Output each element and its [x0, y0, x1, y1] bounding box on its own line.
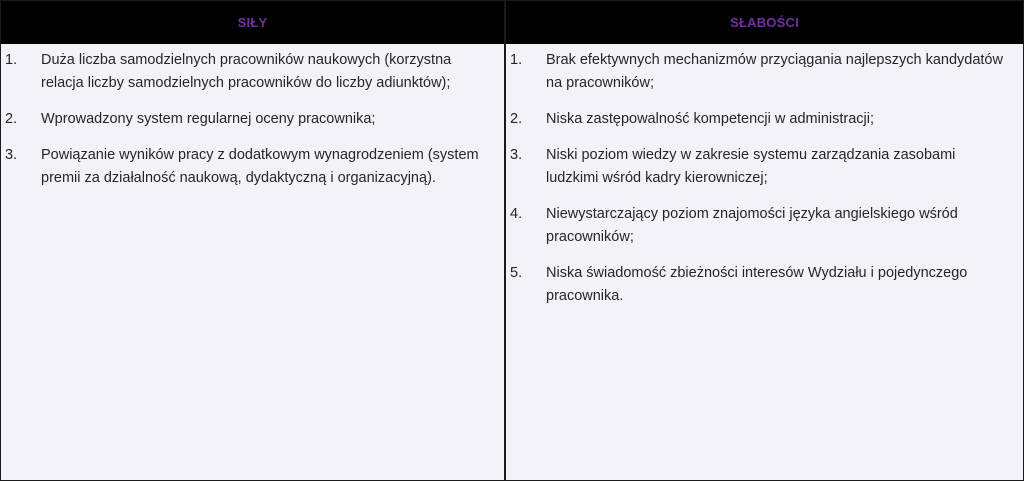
weakness-item-1	[506, 49, 1023, 95]
item-number: 3.	[5, 147, 18, 163]
item-text: Brak efektywnych mechanizmów przyciągania najlepszych kandydatów na pracowników;	[546, 52, 1003, 91]
item-number: 1.	[5, 52, 18, 68]
weakness-item-2	[506, 108, 1023, 131]
weakness-item-4	[506, 203, 1023, 249]
item-number: 1.	[510, 52, 523, 68]
item-text: Niska zastępowalność kompetencji w administracji;	[546, 111, 874, 127]
strengths-column	[0, 0, 505, 481]
strengths-header: SIŁY	[1, 1, 505, 44]
item-text: Duża liczba samodzielnych pracowników naukowych (korzystna relacja liczby samodzielnych pracowników do liczby adiunktów);	[41, 52, 452, 91]
item-text: Wprowadzony system regularnej oceny pracownika;	[41, 111, 376, 127]
weakness-item-5	[506, 262, 1023, 308]
strength-item-3	[1, 144, 504, 190]
item-text: Powiązanie wyników pracy z dodatkowym wynagrodzeniem (system premii za działalność naukową, dydaktyczną i organizacyjną).	[41, 147, 479, 186]
weaknesses-list	[506, 44, 1023, 480]
item-number: 2.	[5, 111, 18, 127]
item-number: 2.	[510, 111, 523, 127]
strength-item-1	[1, 49, 504, 95]
weaknesses-header: SŁABOŚCI	[506, 1, 1023, 44]
item-number: 4.	[510, 206, 523, 222]
item-number: 5.	[510, 265, 523, 281]
item-number: 3.	[510, 147, 523, 163]
weaknesses-column	[505, 0, 1024, 481]
item-text: Niska świadomość zbieżności interesów Wydziału i pojedynczego pracownika.	[546, 265, 968, 304]
strength-item-2	[1, 108, 504, 131]
strengths-list	[1, 44, 505, 480]
item-text: Niski poziom wiedzy w zakresie systemu zarządzania zasobami ludzkimi wśród kadry kierowniczej;	[546, 147, 956, 186]
item-text: Niewystarczający poziom znajomości języka angielskiego wśród pracowników;	[546, 206, 958, 245]
weakness-item-3	[506, 144, 1023, 190]
